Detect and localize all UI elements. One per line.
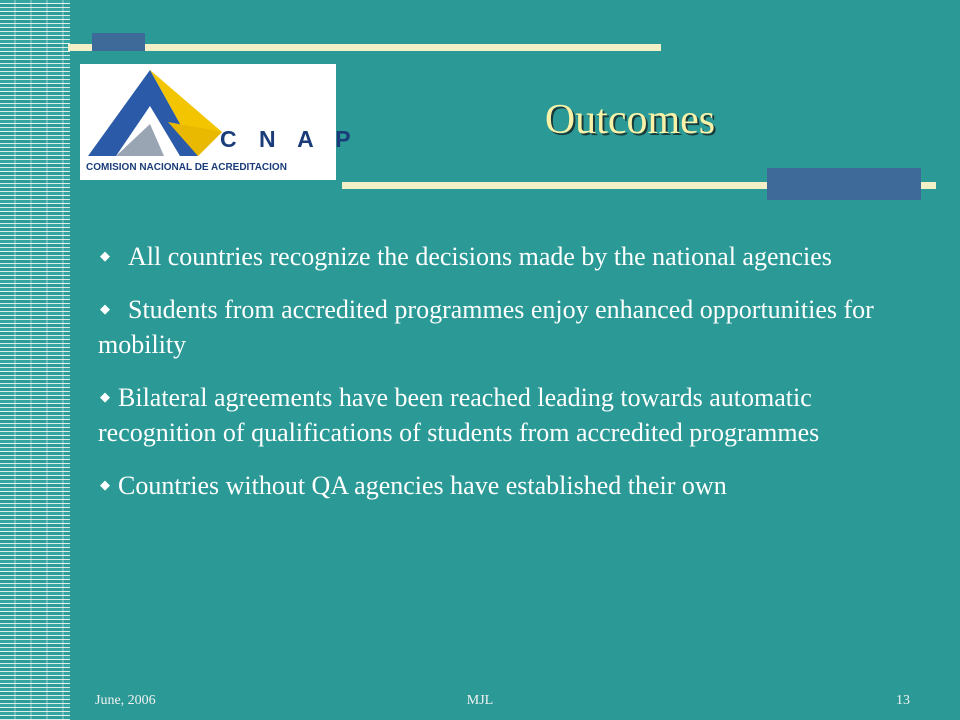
logo-caption: COMISION NACIONAL DE ACREDITACION bbox=[86, 162, 287, 173]
diamond-bullet-icon: ◆ bbox=[100, 301, 110, 316]
bullet-list bbox=[98, 238, 898, 520]
bullet-text: Bilateral agreements have been reached leading towards automatic recognition of qualifications of students from accredited programmes bbox=[98, 383, 820, 447]
diamond-bullet-icon: ◆ bbox=[100, 389, 110, 404]
cnap-logo bbox=[80, 64, 359, 180]
diamond-bullet-icon: ◆ bbox=[100, 477, 110, 492]
diamond-bullet-icon: ◆ bbox=[100, 248, 110, 263]
footer-author: MJL bbox=[466, 693, 494, 708]
top-accent-line bbox=[68, 44, 661, 51]
bullet-item bbox=[98, 291, 898, 362]
bullet-item bbox=[98, 379, 898, 450]
left-stripe-decoration bbox=[0, 0, 70, 720]
bullet-text: Countries without QA agencies have established their own bbox=[118, 471, 727, 500]
bullet-text: Students from accredited programmes enjoy enhanced opportunities for mobility bbox=[98, 295, 874, 359]
top-accent-block bbox=[92, 33, 145, 51]
slide-title: Outcomes bbox=[544, 97, 716, 143]
footer-date: June, 2006 bbox=[95, 693, 156, 708]
bullet-text: All countries recognize the decisions made by the national agencies bbox=[128, 242, 832, 271]
logo-letters: C N A P bbox=[220, 126, 359, 152]
bullet-item bbox=[98, 467, 898, 503]
footer-page-number: 13 bbox=[896, 693, 910, 708]
bullet-item bbox=[98, 238, 898, 274]
bottom-accent-block bbox=[767, 168, 921, 200]
